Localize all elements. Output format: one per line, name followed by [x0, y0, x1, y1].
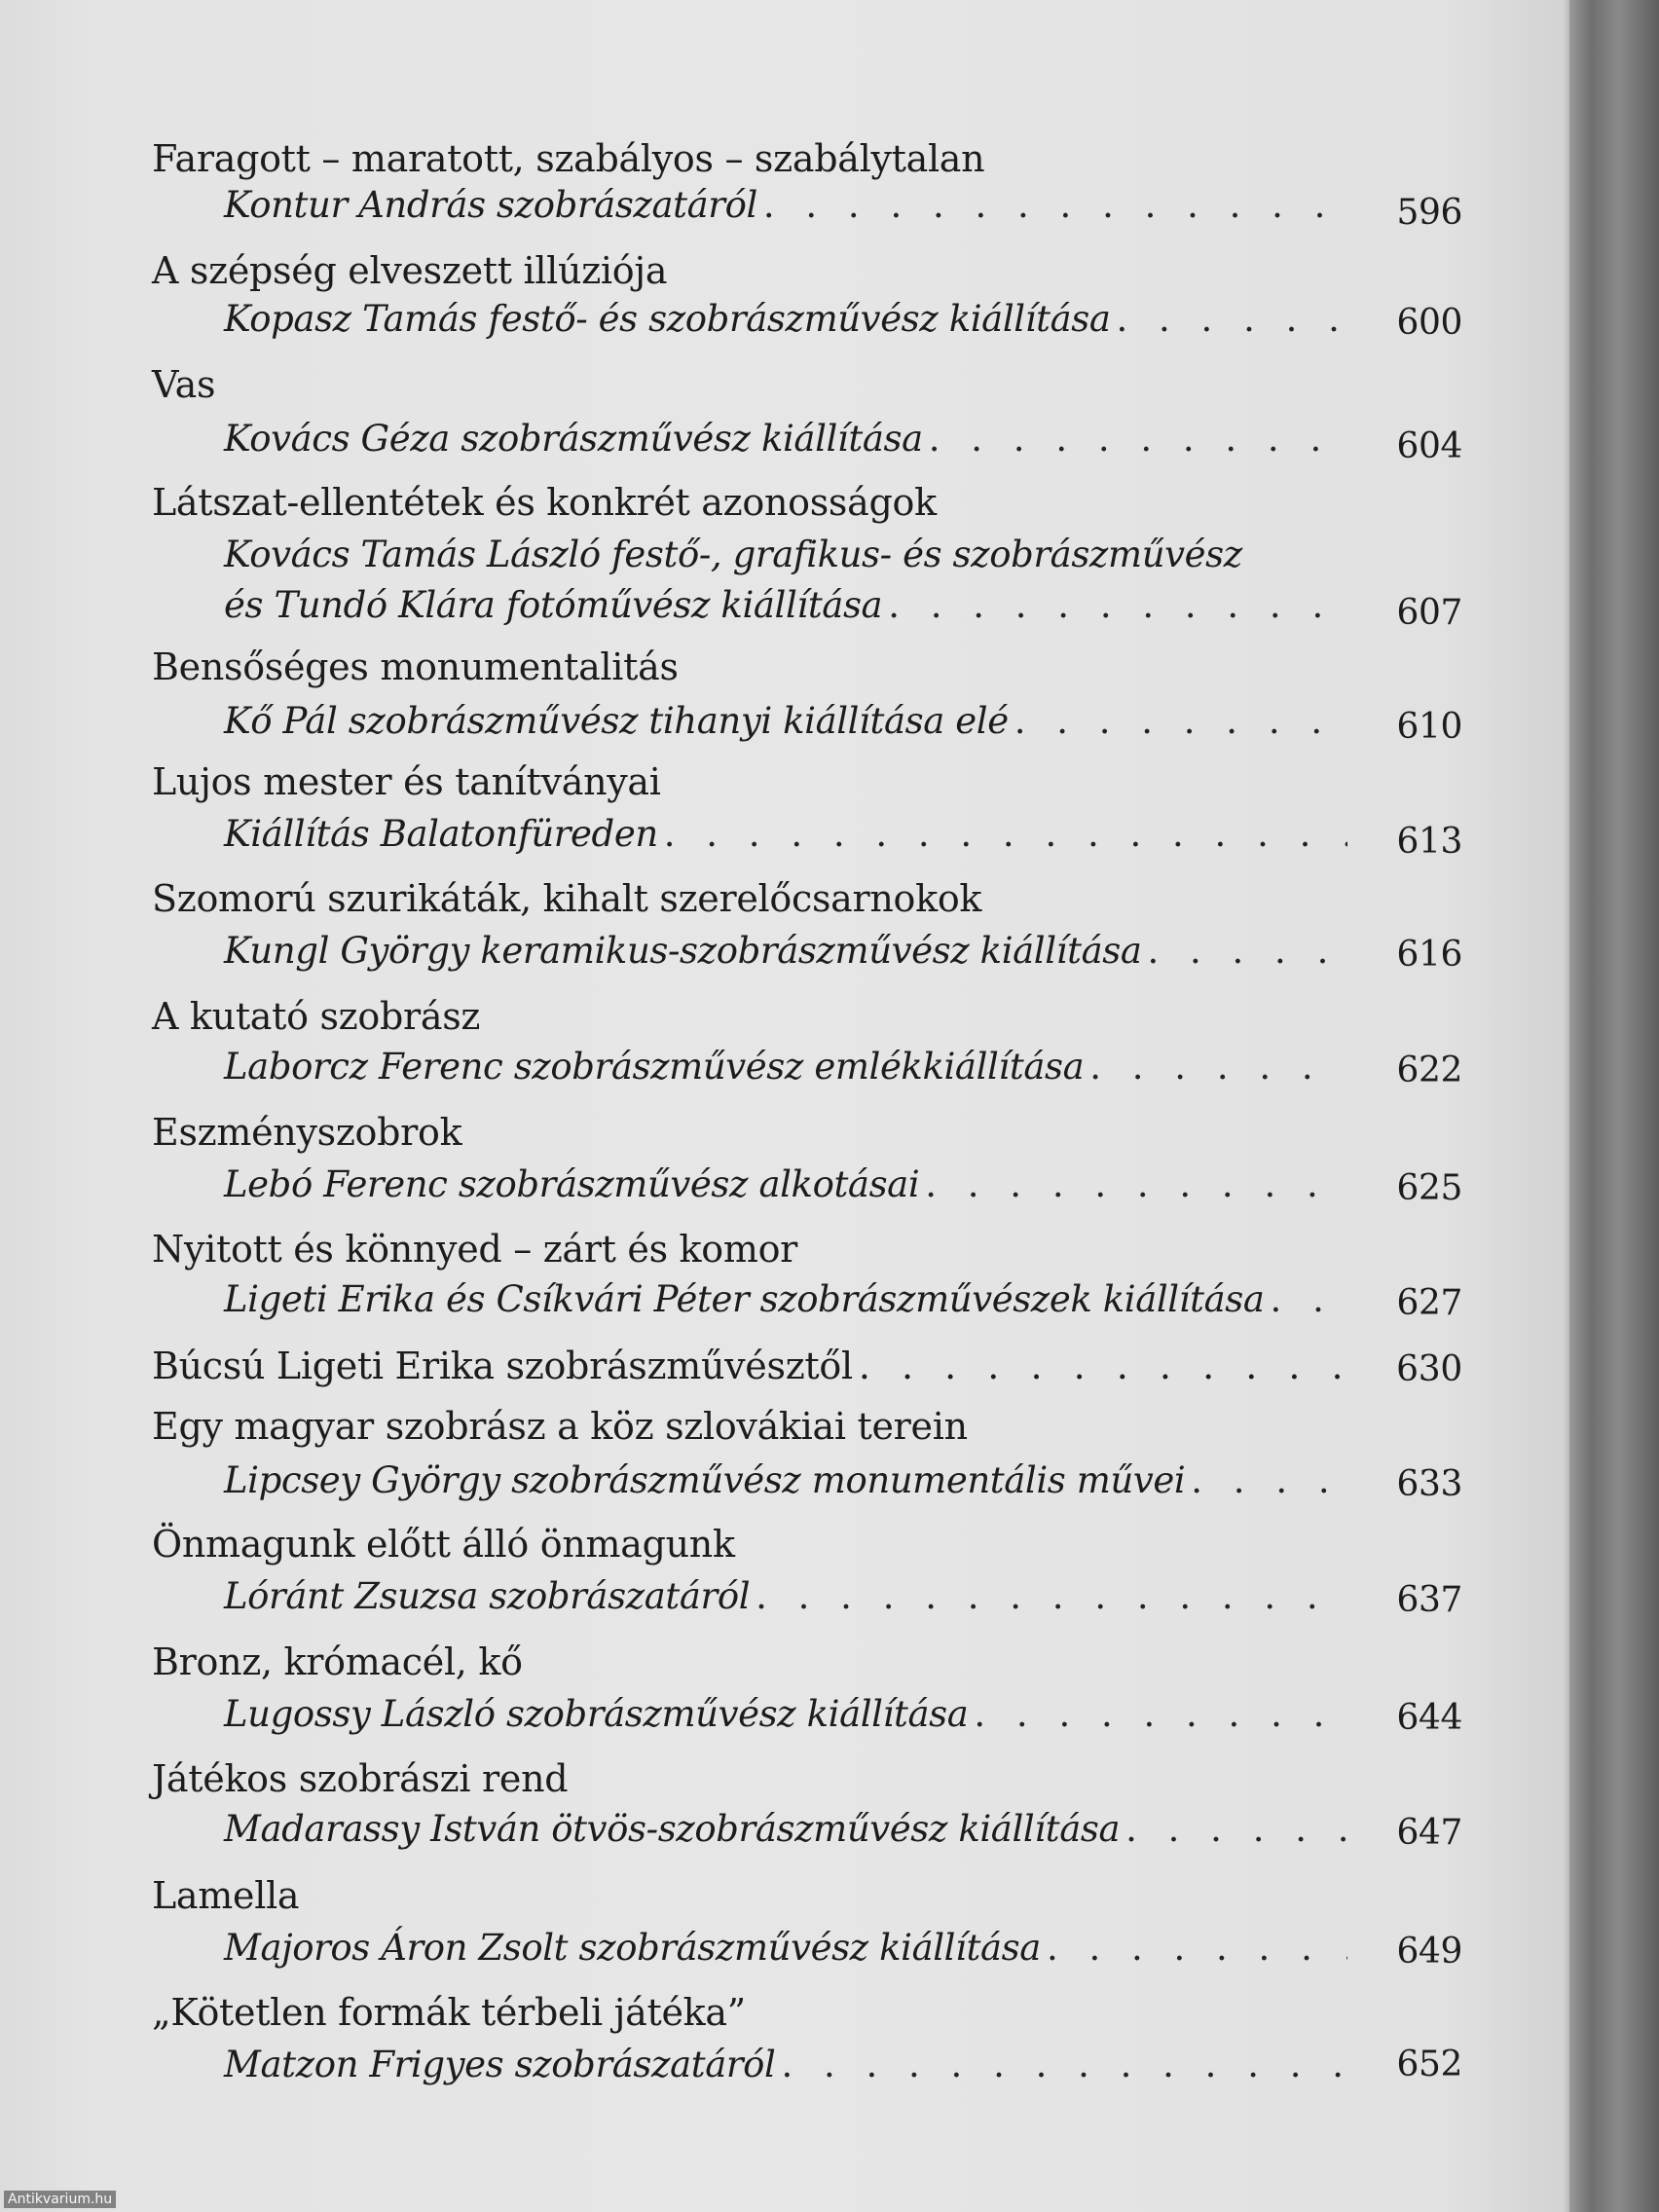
entry-subtitle-row — [224, 1458, 1462, 1504]
leader-dots — [888, 583, 1347, 628]
entry-subtitle: és Tundó Klára fotóművész kiállítása — [224, 584, 883, 626]
entry-subtitle-row — [224, 1162, 1462, 1208]
leader-dots — [1014, 699, 1347, 744]
entry-title: Faragott – maratott, szabályos – szabálytalan — [152, 137, 985, 180]
entry-title: Bensőséges monumentalitás — [152, 645, 679, 688]
entry-subtitle-row — [224, 1692, 1462, 1738]
entry-subtitle: Lipcsey György szobrászművész monumentális művei — [224, 1459, 1186, 1501]
entry-subtitle-row — [224, 583, 1462, 633]
entry-subtitle: Kiállítás Balatonfüreden — [224, 813, 658, 855]
leader-dots — [781, 2043, 1347, 2087]
page-number: 607 — [1396, 593, 1462, 633]
entry-subtitle: Lóránt Zsuzsa szobrászatáról — [224, 1575, 751, 1617]
page-number: 652 — [1396, 2045, 1462, 2084]
page-number: 637 — [1396, 1580, 1462, 1620]
leader-dots — [1271, 1277, 1347, 1322]
entry-subtitle: Kő Pál szobrászművész tihanyi kiállítása elé — [224, 700, 1009, 742]
entry-subtitle: Laborcz Ferenc szobrászművész emlékkiállítása — [224, 1046, 1085, 1088]
entry-title: A kutató szobrász — [152, 995, 481, 1038]
entry-title: Egy magyar szobrász a köz szlovákiai terein — [152, 1405, 968, 1448]
entry-title: Eszményszobrok — [152, 1111, 462, 1154]
entry-title: A szépség elveszett illúziója — [152, 249, 668, 292]
entry-subtitle-row — [224, 297, 1462, 343]
leader-dots — [1125, 1807, 1347, 1852]
page-number: 622 — [1396, 1051, 1462, 1090]
leader-dots — [756, 1574, 1347, 1619]
leader-dots — [664, 812, 1347, 857]
entry-subtitle: Kungl György keramikus-szobrászművész kiállítása — [224, 930, 1142, 972]
page-number: 649 — [1396, 1932, 1462, 1972]
entry-title: Bronz, krómacél, kő — [152, 1641, 523, 1683]
leader-dots — [1089, 1045, 1347, 1089]
entry-subtitle: Lebó Ferenc szobrászművész alkotásai — [224, 1163, 920, 1205]
entry-subtitle-line: Kovács Tamás László festő-, grafikus- és szobrászművész — [224, 534, 1242, 575]
entry-title: Lujos mester és tanítványai — [152, 760, 661, 803]
page-number: 627 — [1396, 1283, 1462, 1323]
leader-dots — [1191, 1458, 1347, 1503]
page-number: 610 — [1396, 707, 1462, 747]
entry-subtitle: Kopasz Tamás festő- és szobrászművész kiállítása — [224, 298, 1111, 340]
leader-dots — [763, 183, 1347, 228]
entry-title: Vas — [152, 363, 216, 406]
page-number: 600 — [1396, 303, 1462, 343]
entry-subtitle: Kontur András szobrászatáról — [224, 184, 757, 226]
page-number: 633 — [1396, 1464, 1462, 1504]
entry-subtitle: Matzon Frigyes szobrászatáról — [224, 2044, 776, 2085]
leader-dots — [925, 1162, 1347, 1207]
leader-dots — [859, 1344, 1347, 1388]
entry-title: Látszat-ellentétek és konkrét azonosságok — [152, 481, 937, 524]
watermark-logo: Antikvarium.hu — [4, 2191, 116, 2208]
page-number: 604 — [1396, 426, 1462, 466]
entry-title: Búcsú Ligeti Erika szobrászművésztől — [152, 1345, 853, 1387]
leader-dots — [929, 417, 1347, 461]
entry-subtitle-row — [224, 929, 1462, 975]
leader-dots — [1147, 929, 1347, 974]
entry-title: Játékos szobrászi rend — [152, 1757, 569, 1800]
entry-subtitle-row — [224, 1574, 1462, 1620]
entry-subtitle-row — [224, 1926, 1462, 1972]
leader-dots — [1047, 1926, 1347, 1971]
book-spine-shadow — [1569, 0, 1659, 2212]
leader-dots — [1117, 297, 1347, 342]
entry-subtitle: Lugossy László szobrászművész kiállítása — [224, 1693, 969, 1735]
page-number: 613 — [1396, 822, 1462, 862]
entry-subtitle: Madarassy István ötvös-szobrászművész kiállítása — [224, 1808, 1121, 1850]
entry-subtitle-row — [224, 699, 1462, 747]
page-number: 647 — [1396, 1813, 1462, 1853]
entry-subtitle-row — [224, 1807, 1462, 1853]
page-number: 625 — [1396, 1168, 1462, 1208]
entry-subtitle: Ligeti Erika és Csíkvári Péter szobrászművészek kiállítása — [224, 1278, 1265, 1320]
page-number: 630 — [1396, 1349, 1462, 1389]
entry-title: Lamella — [152, 1874, 300, 1917]
entry-subtitle-row — [224, 1277, 1462, 1323]
entry-subtitle-row — [224, 1045, 1462, 1090]
entry-single-row — [152, 1344, 1462, 1389]
entry-subtitle: Kovács Géza szobrászművész kiállítása — [224, 418, 923, 460]
page-number: 596 — [1396, 193, 1462, 233]
entry-title: „Kötetlen formák térbeli játéka” — [152, 1991, 746, 2034]
entry-title: Nyitott és könnyed – zárt és komor — [152, 1228, 798, 1271]
entry-subtitle-row — [224, 2043, 1462, 2087]
leader-dots — [974, 1692, 1347, 1737]
entry-subtitle-row — [224, 183, 1462, 233]
page-number: 616 — [1396, 935, 1462, 975]
entry-subtitle-row — [224, 812, 1462, 862]
entry-title: Önmagunk előtt álló önmagunk — [152, 1523, 735, 1566]
entry-subtitle: Majoros Áron Zsolt szobrászművész kiállítása — [224, 1927, 1041, 1969]
page-number: 644 — [1396, 1698, 1462, 1738]
entry-subtitle-row — [224, 417, 1462, 466]
entry-title: Szomorú szurikáták, kihalt szerelőcsarnokok — [152, 877, 982, 920]
